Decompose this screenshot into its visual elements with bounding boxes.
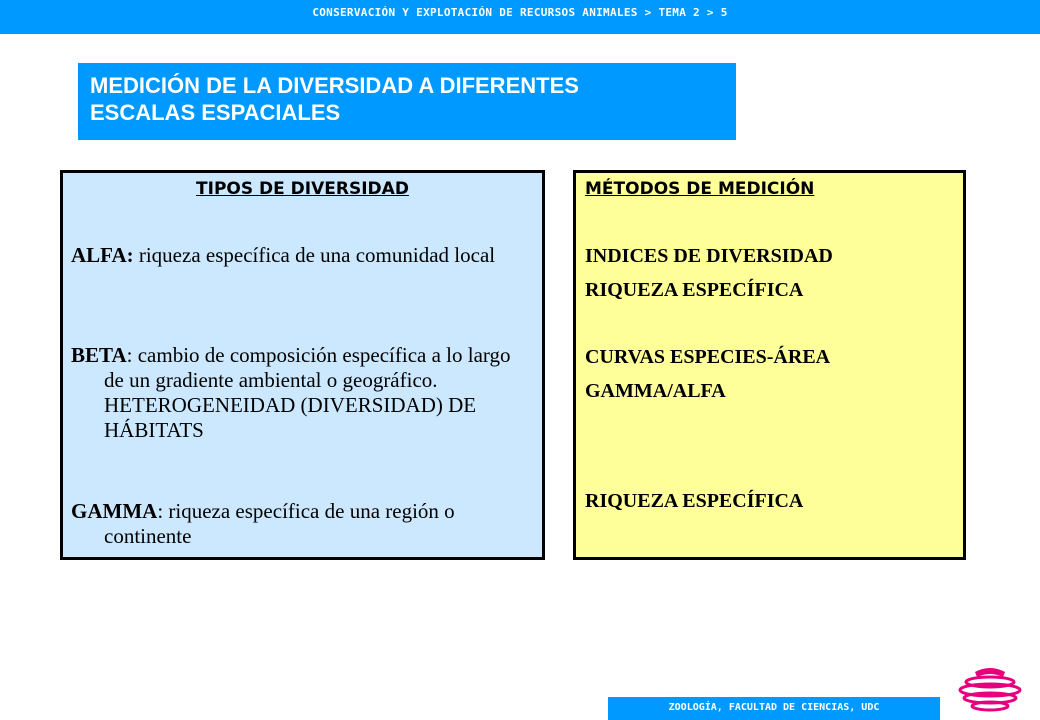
diversity-types-panel: [60, 170, 545, 560]
gamma-description: : riqueza específica de una región o continente: [104, 499, 455, 548]
header-breadcrumb: CONSERVACIÓN Y EXPLOTACIÓN DE RECURSOS ANIMALES > TEMA 2 > 5: [0, 0, 1040, 34]
method-item: CURVAS ESPECIES-ÁREA: [585, 346, 831, 368]
method-item: RIQUEZA ESPECÍFICA: [585, 279, 804, 301]
beta-entry: [71, 343, 530, 443]
udc-logo-icon: [955, 660, 1025, 715]
slide-title: [78, 63, 736, 140]
method-item: GAMMA/ALFA: [585, 380, 726, 402]
alfa-term: ALFA:: [71, 243, 134, 267]
beta-description: : cambio de composición específica a lo largo de un gradiente ambiental o geográfico. HETEROGENEIDAD (DIVERSIDAD) DE HÁBITATS: [104, 343, 511, 442]
slide-title-line-2: ESCALAS ESPACIALES: [90, 100, 341, 125]
diversity-types-heading: TIPOS DE DIVERSIDAD: [196, 179, 409, 199]
measurement-methods-heading: MÉTODOS DE MEDICIÓN: [585, 179, 815, 199]
gamma-entry: [71, 499, 530, 549]
beta-term: BETA: [71, 343, 127, 367]
alfa-entry: [71, 243, 530, 268]
method-item: INDICES DE DIVERSIDAD: [585, 245, 833, 267]
gamma-term: GAMMA: [71, 499, 158, 523]
slide-title-line-1: MEDICIÓN DE LA DIVERSIDAD A DIFERENTES: [90, 73, 579, 98]
alfa-description: riqueza específica de una comunidad local: [133, 243, 496, 267]
measurement-methods-panel: [573, 170, 966, 560]
footer-credit: ZOOLOGÍA, FACULTAD DE CIENCIAS, UDC: [608, 697, 940, 720]
method-item: RIQUEZA ESPECÍFICA: [585, 490, 804, 512]
